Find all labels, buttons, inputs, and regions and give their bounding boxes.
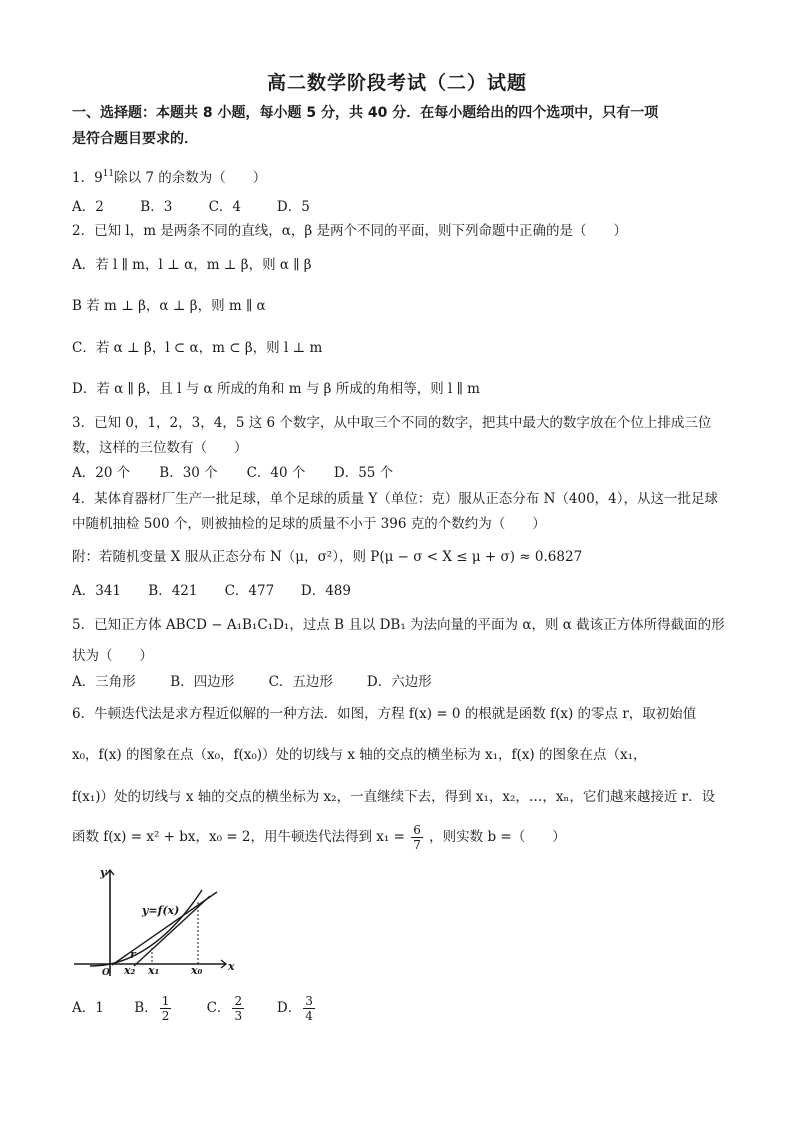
q3-option-b[interactable]: B．30 个 [159,465,218,481]
q6-option-a[interactable]: A．1 [72,1000,104,1016]
question-6-line2: x₀，f(x) 的图象在点（x₀，f(x₀)）处的切线与 x 轴的交点的横坐标为 x₁，f(x) 的图象在点（x₁， [72,747,647,763]
q6-option-d-letter: D． [276,1000,302,1016]
x0-label: x₀ [191,964,203,977]
q3-option-c[interactable]: C．40 个 [246,465,306,481]
q6-option-d[interactable] [277,990,317,1026]
q4-option-c[interactable]: C．477 [224,583,275,599]
question-3-options [72,464,393,482]
question-5-options [72,673,432,691]
y-axis-label: y [100,866,107,879]
q1-option-a[interactable]: A．2 [72,199,104,215]
q5-option-c[interactable]: C．五边形 [268,674,333,690]
question-6-options [72,990,317,1026]
question-3-line2: 数，这样的三位数有（ ） [72,440,248,456]
q6-x1-denominator: 7 [413,838,421,852]
question-5-line1: 5．已知正方体 ABCD − A₁B₁C₁D₁，过点 B 且以 DB₁ 为法向量的平面为 α，则 α 截该正方体所得截面的形 [72,617,725,633]
q6-d-numerator: 3 [305,994,313,1008]
root-label: r [130,948,136,961]
question-6-line1: 6．牛顿迭代法是求方程近似解的一种方法．如图，方程 f(x) = 0 的根就是函数 f(x) 的零点 r，取初始值 [72,706,697,722]
q2-option-c[interactable]: C．若 α ⊥ β，l ⊂ α，m ⊂ β，则 l ⊥ m [72,340,323,356]
question-6-line4 [72,822,566,852]
q6-line4-pre: 函数 f(x) = x² + bx，x₀ = 2，用牛顿迭代法得到 x₁ = [72,829,405,845]
q1-post: 除以 7 的余数为（ ） [114,170,267,186]
page-title: 高二数学阶段考试（二）试题 [266,72,527,94]
q1-option-c[interactable]: C．4 [208,199,242,215]
q6-c-denominator: 3 [234,1009,243,1023]
question-4-options [72,582,351,600]
q6-option-c-letter: C． [206,1000,231,1016]
newton-method-figure [72,862,242,978]
q2-option-b[interactable]: B 若 m ⊥ β，α ⊥ β，则 m ∥ α [72,298,266,314]
q1-exponent: 11 [102,169,115,179]
curve-label: y=f(x) [142,904,180,917]
q6-option-b-fraction [160,994,172,1023]
q5-option-d[interactable]: D．六边形 [366,674,432,690]
q1-option-b[interactable]: B．3 [140,199,173,215]
q6-x1-fraction [411,823,423,852]
q6-d-denominator: 4 [305,1009,313,1023]
tangent-line-at-x0 [112,892,217,965]
q6-option-d-fraction [303,994,315,1023]
q6-x1-numerator: 6 [413,823,421,837]
q6-c-numerator: 2 [234,994,243,1008]
q6-option-c[interactable] [207,990,273,1026]
question-5-line2: 状为（ ） [72,648,153,664]
question-3-line1: 3．已知 0，1，2，3，4，5 这 6 个数字，从中取三个不同的数字，把其中最大的数字放在个位上排成三位 [72,415,712,431]
question-4-note: 附：若随机变量 X 服从正态分布 N（μ，σ²），则 P(μ − σ < X ≤ μ + σ) ≈ 0.6827 [72,549,583,565]
q3-option-d[interactable]: D．55 个 [333,465,394,481]
q5-option-b[interactable]: B．四边形 [170,674,235,690]
q3-option-a[interactable]: A．20 个 [72,465,131,481]
question-4-line1: 4．某体育器材厂生产一批足球，单个足球的质量 Y（单位：克）服从正态分布 N（400，4），从这一批足球 [72,491,719,507]
q6-line4-post: ，则实数 b =（ ） [429,829,566,845]
origin-label: O [102,968,110,978]
question-1-options [72,198,310,216]
question-1-stem [72,165,266,187]
q6-b-denominator: 2 [161,1009,170,1023]
q6-option-b-letter: B． [134,1000,158,1016]
q4-option-b[interactable]: B．421 [148,583,198,599]
x2-label: x₂ [124,964,136,977]
q6-b-numerator: 1 [161,994,170,1008]
x1-label: x₁ [148,964,160,977]
q4-option-d[interactable]: D．489 [300,583,351,599]
question-4-line2: 中随机抽检 500 个，则被抽检的足球的质量不小于 396 克的个数约为（ ） [72,516,546,532]
section-heading-line2: 是符合题目要求的． [72,131,198,147]
q2-option-a[interactable]: A．若 l ∥ m，l ⊥ α，m ⊥ β，则 α ∥ β [72,257,312,273]
q6-option-c-fraction [232,994,244,1023]
section-heading-line1: 一、选择题：本题共 8 小题，每小题 5 分，共 40 分．在每小题给出的四个选项中，只有一项 [72,105,659,121]
q5-option-a[interactable]: A．三角形 [72,674,136,690]
q4-option-a[interactable]: A．341 [72,583,122,599]
q6-option-b[interactable] [134,990,202,1026]
q1-pre: 1．9 [72,170,103,186]
x-axis-label: x [228,960,235,973]
q1-option-d[interactable]: D．5 [276,199,310,215]
question-2-stem: 2．已知 l，m 是两条不同的直线，α，β 是两个不同的平面，则下列命题中正确的是（ ） [72,223,628,239]
question-6-line3: f(x₁)）处的切线与 x 轴的交点的横坐标为 x₂，一直继续下去，得到 x₁，x₂，…，xₙ，它们越来越接近 r．设 [72,789,716,805]
q2-option-d[interactable]: D．若 α ∥ β，且 l 与 α 所成的角和 m 与 β 所成的角相等，则 l ∥ m [72,381,480,397]
